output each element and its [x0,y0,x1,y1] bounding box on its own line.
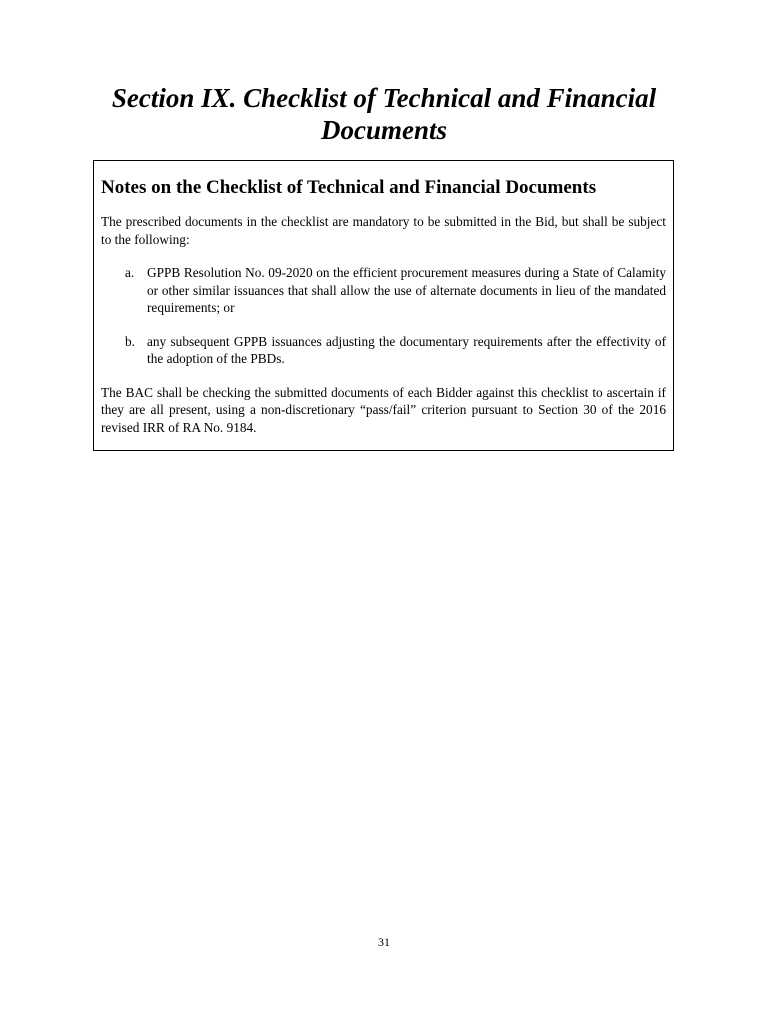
list-item [101,264,666,317]
list-item-text: any subsequent GPPB issuances adjusting the documentary requirements after the effectivity of the adoption of the PBDs. [147,333,666,366]
page-number: 31 [378,935,390,949]
notes-heading: Notes on the Checklist of Technical and Financial Documents [101,177,597,198]
list-item-text: GPPB Resolution No. 09-2020 on the efficient procurement measures during a State of Calamity or other similar issuances that shall allow the use of alternate documents in lieu of the mandated requirements; or [147,265,666,315]
page-title: Section IX. Checklist of Technical and Financial Documents [111,83,657,145]
notes-box [93,160,674,451]
intro-paragraph: The prescribed documents in the checklist are mandatory to be submitted in the Bid, but shall be subject to the following: [101,214,666,247]
list-marker: b. [125,333,135,349]
closing-paragraph: The BAC shall be checking the submitted documents of each Bidder against this checklist to ascertain if they are all present, using a non-discretionary “pass/fail” criterion pursuant to Section 30 of the 2016 revised IRR of RA No. 9184. [101,384,666,435]
list-item [101,333,666,368]
conditions-list [101,264,666,368]
list-marker: a. [125,265,135,280]
